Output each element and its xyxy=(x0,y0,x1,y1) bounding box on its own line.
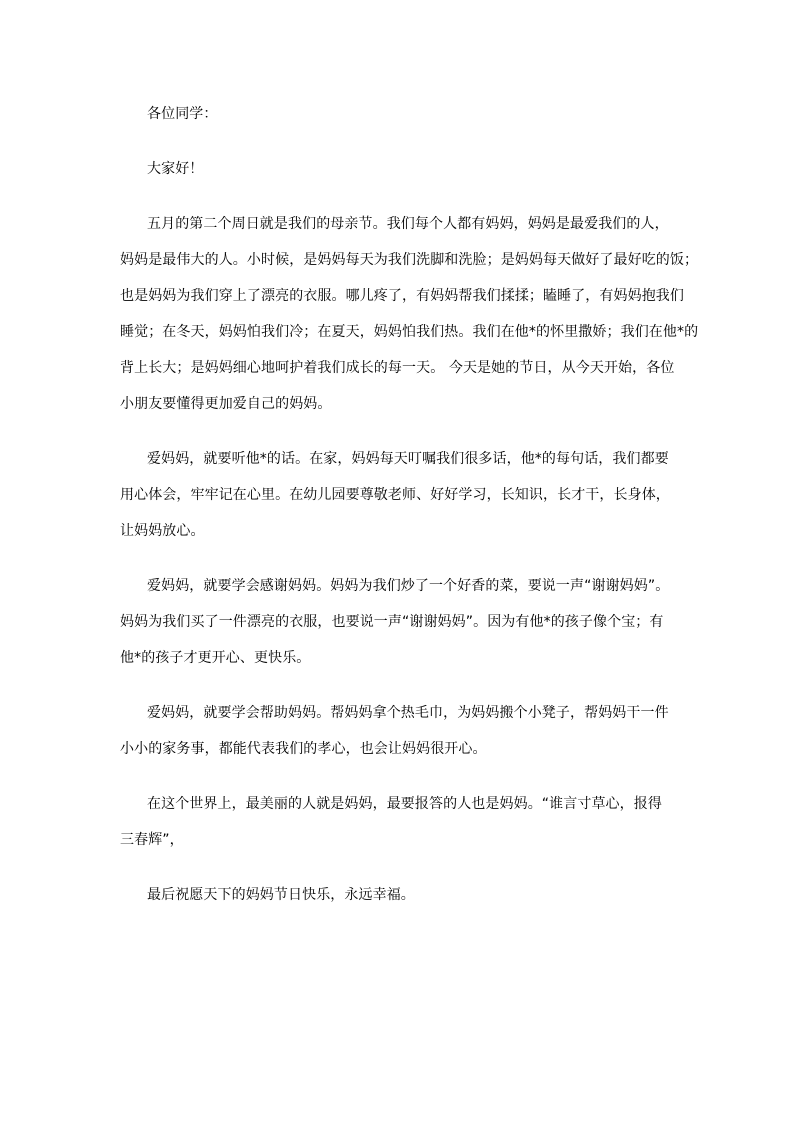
hello-line: 大家好！ xyxy=(147,161,204,177)
paragraph-line: 爱妈妈，就要学会帮助妈妈。帮妈妈拿个热毛巾，为妈妈搬个小凳子，帮妈妈干一件 xyxy=(147,705,669,721)
paragraph-line: 妈妈是最伟大的人。小时候，是妈妈每天为我们洗脚和洗脸；是妈妈每天做好了最好吃的饭； xyxy=(120,252,699,268)
paragraph-line: 睡觉；在冬天，妈妈怕我们冷；在夏天，妈妈怕我们热。我们在他*的怀里撒娇；我们在他*的 xyxy=(120,324,699,340)
paragraph-line: 背上长大；是妈妈细心地呵护着我们成长的每一天。 今天是她的节日，从今天开始，各位 xyxy=(120,360,675,376)
paragraph-line: 小朋友要懂得更加爱自己的妈妈。 xyxy=(120,396,332,412)
paragraph-line: 五月的第二个周日就是我们的母亲节。我们每个人都有妈妈，妈妈是最爱我们的人， xyxy=(147,216,669,232)
closing-line: 最后祝愿天下的妈妈节日快乐，永远幸福。 xyxy=(147,887,415,903)
paragraph-line: 小小的家务事，都能代表我们的孝心，也会让妈妈很开心。 xyxy=(120,741,487,757)
paragraph-line: 三春辉”， xyxy=(120,832,184,848)
greeting-line: 各位同学： xyxy=(147,106,218,122)
paragraph-line: 在这个世界上，最美丽的人就是妈妈，最要报答的人也是妈妈。“谁言寸草心，报得 xyxy=(147,796,662,812)
paragraph-line: 爱妈妈，就要学会感谢妈妈。妈妈为我们炒了一个好香的菜，要说一声“谢谢妈妈”。 xyxy=(147,578,670,594)
paragraph-line: 妈妈为我们买了一件漂亮的衣服，也要说一声“谢谢妈妈”。因为有他*的孩子像个宝；有 xyxy=(120,614,664,630)
paragraph-line: 也是妈妈为我们穿上了漂亮的衣服。哪儿疼了，有妈妈帮我们揉揉；瞌睡了，有妈妈抱我们 xyxy=(120,288,684,304)
paragraph-line: 让妈妈放心。 xyxy=(120,523,205,539)
paragraph-line: 用心体会，牢牢记在心里。在幼儿园要尊敬老师、好好学习，长知识，长才干，长身体， xyxy=(120,487,670,503)
paragraph-line: 爱妈妈，就要听他*的话。在家，妈妈每天叮嘱我们很多话，他*的每句话，我们都要 xyxy=(147,451,669,467)
paragraph-line: 他*的孩子才更开心、更快乐。 xyxy=(120,650,311,666)
